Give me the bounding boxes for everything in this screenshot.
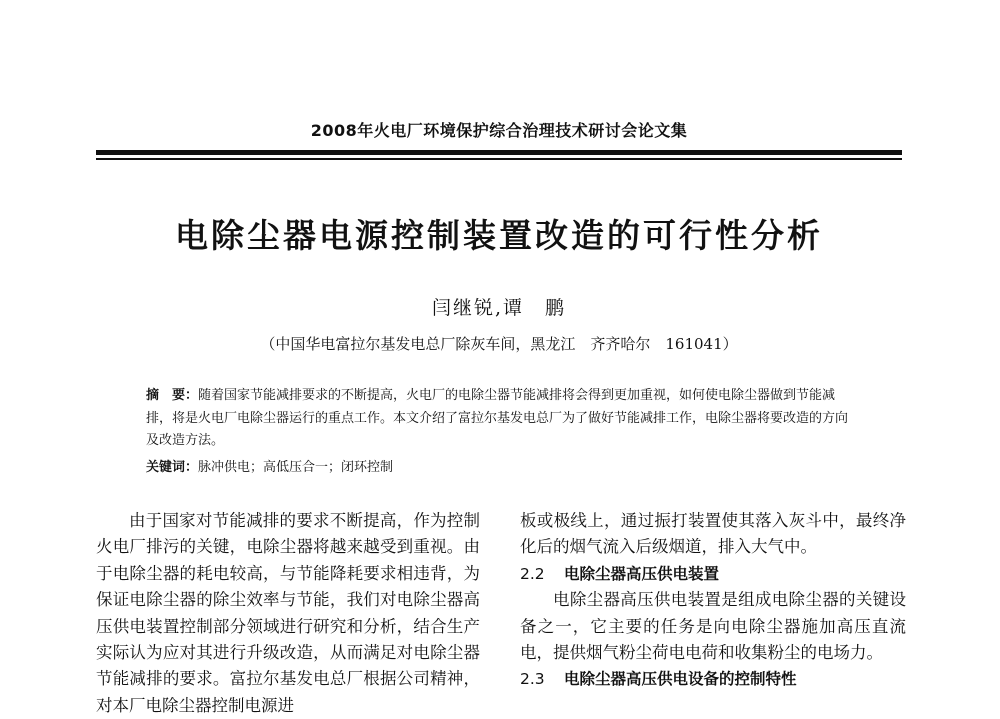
section-number: 2.3 <box>520 670 545 689</box>
header-rule-thin <box>96 158 902 160</box>
affiliation: （中国华电富拉尔基发电总厂除灰车间，黑龙江 齐齐哈尔 161041） <box>260 335 738 353</box>
section-number: 2.2 <box>520 564 545 583</box>
header-rule-thick <box>96 150 902 155</box>
keywords-label: 关键词： <box>146 460 199 475</box>
author-1: 闫继锐 <box>431 297 495 319</box>
section-heading-2-2 <box>520 561 906 587</box>
body-paragraph: 电除尘器高压供电装置是组成电除尘器的关键设备之一，它主要的任务是向电除尘器施加高压直流电，提供烟气粉尘荷电电荷和收集粉尘的电场力。 <box>520 590 906 663</box>
paper-title: 电除尘器电源控制装置改造的可行性分析 <box>175 216 823 255</box>
keywords <box>146 457 854 479</box>
running-header: 2008年火电厂环境保护综合治理技术研讨会论文集 <box>310 121 688 140</box>
body-column-left <box>96 508 480 719</box>
authors <box>96 293 902 320</box>
abstract <box>146 385 854 453</box>
keywords-text: 脉冲供电；高低压合一；闭环控制 <box>198 460 394 475</box>
abstract-text: 随着国家节能减排要求的不断提高，火电厂的电除尘器节能减排将会得到更加重视，如何使电除尘器做到节能减排，将是火电厂电除尘器运行的重点工作。本文介绍了富拉尔基发电总厂为了做好节能减排工作，电除尘器将要改造的方向及改造方法。 <box>146 388 849 448</box>
abstract-label: 摘 要： <box>146 388 199 403</box>
body-paragraph-continued: 板或极线上，通过振打装置使其落入灰斗中，最终净化后的烟气流入后级烟道，排入大气中。 <box>520 511 906 557</box>
section-title: 电除尘器高压供电设备的控制特性 <box>564 670 797 689</box>
section-heading-2-3 <box>520 666 906 692</box>
body-paragraph: 由于国家对节能减排的要求不断提高，作为控制火电厂排污的关键，电除尘器将越来越受到重视。由于电除尘器的耗电较高，与节能降耗要求相违背，为保证电除尘器的除尘效率与节能，我们对电除尘器高压供电装置控制部分领域进行研究和分析，结合生产实际认为应对其进行升级改造，从而满足对电除尘器节能减排的要求。富拉尔基发电总厂根据公司精神，对本厂电除尘器控制电源进 <box>96 511 480 715</box>
author-2: 谭 鹏 <box>503 297 567 319</box>
section-title: 电除尘器高压供电装置 <box>564 564 720 583</box>
author-separator: , <box>494 297 504 319</box>
body-column-right <box>520 508 906 693</box>
